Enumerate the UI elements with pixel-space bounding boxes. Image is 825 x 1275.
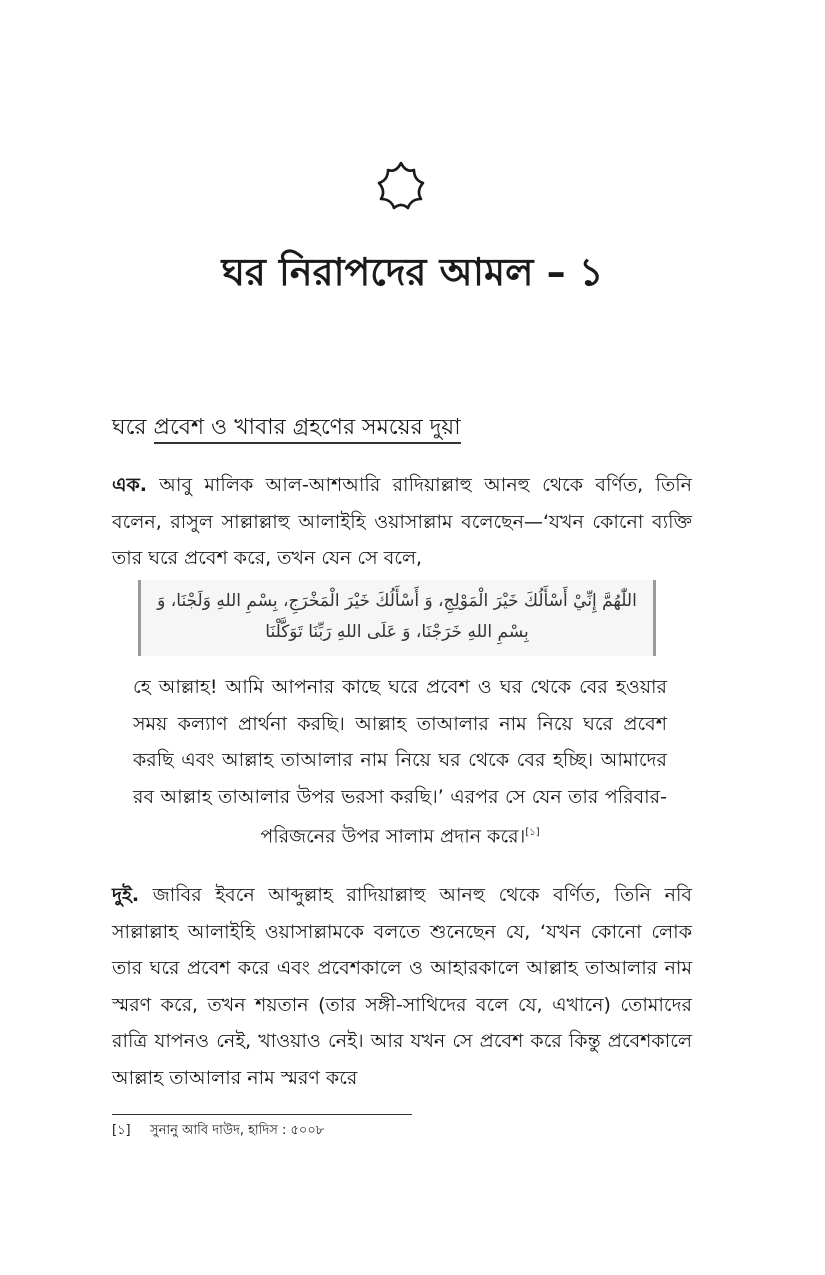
footnote-item bbox=[112, 1121, 324, 1141]
hadith-one-lead: এক. bbox=[112, 474, 147, 496]
footnote-text: সুনানু আবি দাউদ, হাদিস : ৫০০৮ bbox=[150, 1123, 325, 1138]
section-heading-first: ঘরে bbox=[112, 415, 154, 440]
dua-translation bbox=[133, 669, 667, 855]
hadith-one-text: আবু মালিক আল-আশআরি রাদিয়াল্লাহু আনহু থেকে বর্ণিত, তিনি বলেন, রাসুল সাল্লাল্লাহু আলাইহি ওয়াসাল্লাম বলেছেন—‘যখন কোনো ব্যক্তি তার ঘরে প্রবেশ করে, তখন যেন সে বলে, bbox=[112, 474, 692, 569]
dua-translation-text: হে আল্লাহ! আমি আপনার কাছে ঘরে প্রবেশ ও ঘর থেকে বের হওয়ার সময় কল্যাণ প্রার্থনা করছি। আল্লাহ তাআলার নাম নিয়ে ঘরে প্রবেশ করছি এবং আল্লাহ তাআলার নাম নিয়ে ঘর থেকে বের হচ্ছি। আমাদের রব আল্লাহ তাআলার উপর ভরসা করছি।’ এরপর সে যেন তার পরিবার-পরিজনের উপর সালাম প্রদান করে। bbox=[133, 676, 667, 848]
footnote-reference[interactable]: [১] bbox=[525, 827, 540, 838]
footnote-number: [১] bbox=[112, 1123, 131, 1138]
chapter-title: ঘর নিরাপদের আমল – ১ bbox=[221, 250, 604, 294]
hadith-one-paragraph bbox=[112, 467, 692, 577]
hadith-two-paragraph bbox=[112, 877, 692, 1096]
footnote-divider bbox=[112, 1114, 412, 1115]
hadith-two-text: জাবির ইবনে আব্দুল্লাহ রাদিয়াল্লাহু আনহু থেকে বর্ণিত, তিনি নবি সাল্লাল্লাহ আলাইহি ওয়াসাল্লামকে বলতে শুনেছেন যে, ‘যখন কোনো লোক তার ঘরে প্রবেশ করে এবং প্রবেশকালে ও আহারকালে আল্লাহ তাআলার নাম স্মরণ করে, তখন শয়তান (তার সঙ্গী-সাথিদের বলে যে, এখানে) তোমাদের রাত্রি যাপনও নেই, খাওয়াও নেই। আর যখন সে প্রবেশ করে কিন্তু প্রবেশকালে আল্লাহ তাআলার নাম স্মরণ করে bbox=[112, 884, 692, 1089]
arabic-dua-box: اللّٰهُمَّ إِنِّيْ أَسْأَلُكَ خَيْرَ الْمَوْلِجِ، وَ أَسْأَلُكَ خَيْرَ الْمَخْرَجِ، بِسْمِ اللهِ وَلَجْنَا، وَ بِسْمِ اللهِ خَرَجْنَا، وَ عَلَى اللهِ رَبِّنَا تَوَكَّلْنَا bbox=[138, 580, 656, 656]
section-heading-underlined: প্রবেশ ও খাবার গ্রহণের সময়ের দুয়া bbox=[154, 415, 461, 444]
flower-outline-icon bbox=[371, 156, 431, 216]
section-heading bbox=[112, 410, 461, 446]
hadith-two-lead: দুই. bbox=[112, 884, 140, 906]
